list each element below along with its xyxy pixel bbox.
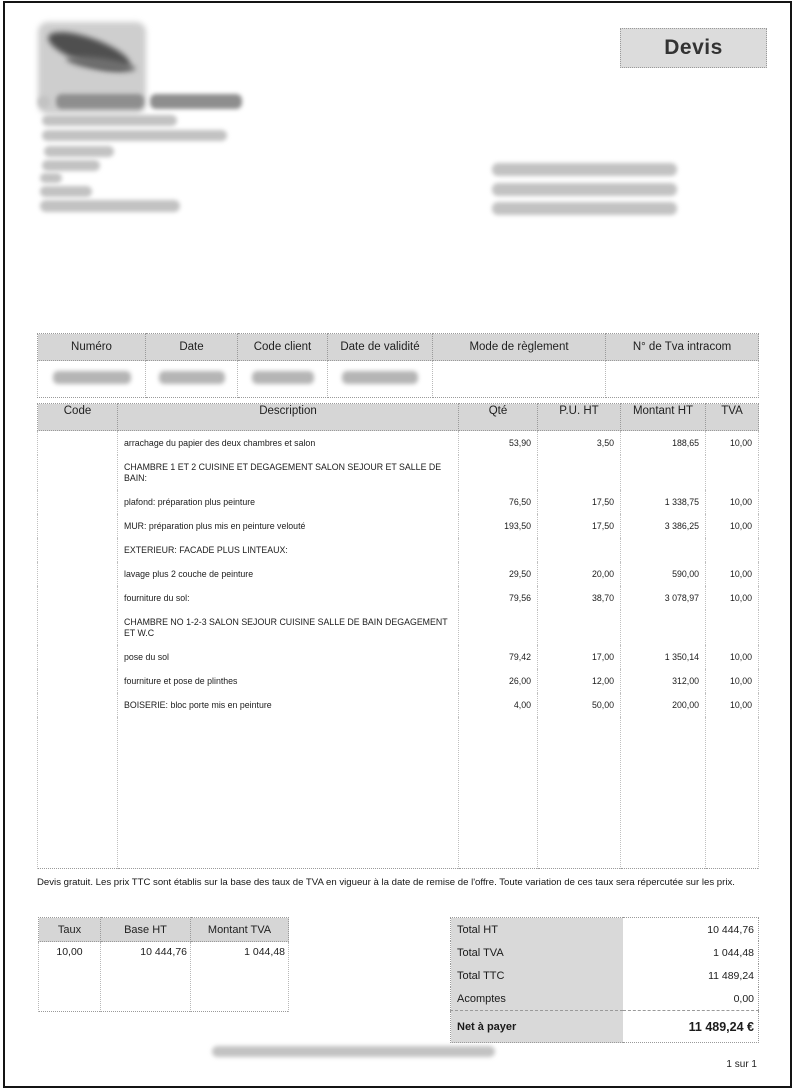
redacted-footer-legal-line bbox=[212, 1046, 495, 1057]
redacted-siret-line bbox=[40, 186, 92, 197]
item-pu: 17,50 bbox=[538, 490, 621, 514]
redacted-recipient-line-3 bbox=[492, 202, 677, 215]
redacted-address-line-3 bbox=[44, 146, 114, 157]
total-ttc-row bbox=[451, 964, 759, 987]
info-value-validite bbox=[328, 361, 433, 398]
total-ht-value: 10 444,76 bbox=[707, 923, 754, 936]
item-montant bbox=[621, 538, 706, 562]
item-pu: 3,50 bbox=[538, 431, 621, 456]
acomptes-label: Acomptes bbox=[451, 987, 623, 1011]
info-value-date bbox=[146, 361, 238, 398]
redacted-fax-line bbox=[40, 173, 62, 183]
item-pu: 20,00 bbox=[538, 562, 621, 586]
item-montant: 188,65 bbox=[621, 431, 706, 456]
item-tva bbox=[706, 538, 759, 562]
item-description: CHAMBRE 1 ET 2 CUISINE ET DEGAGEMENT SALON SEJOUR ET SALLE DE BAIN: bbox=[118, 455, 459, 490]
item-description: arrachage du papier des deux chambres et salon bbox=[118, 431, 459, 456]
item-description: fourniture du sol: bbox=[118, 586, 459, 610]
info-header-code-client: Code client bbox=[238, 334, 328, 361]
doc-type-label: Devis bbox=[664, 36, 723, 59]
items-header-description: Description bbox=[118, 404, 459, 431]
table-row bbox=[38, 431, 759, 456]
item-qty: 76,50 bbox=[459, 490, 538, 514]
empty-table-space bbox=[38, 717, 759, 869]
info-header-tva-intracom: N° de Tva intracom bbox=[606, 334, 759, 361]
redacted-recipient-line-2 bbox=[492, 183, 677, 196]
item-tva: 10,00 bbox=[706, 669, 759, 693]
redacted-address-line-1 bbox=[42, 115, 177, 126]
page-number: 1 sur 1 bbox=[726, 1059, 757, 1070]
net-a-payer-value: 11 489,24 € bbox=[623, 1011, 759, 1043]
redacted-address-line-2 bbox=[42, 130, 227, 141]
item-qty: 79,42 bbox=[459, 645, 538, 669]
item-montant: 200,00 bbox=[621, 693, 706, 717]
item-montant: 3 078,97 bbox=[621, 586, 706, 610]
quote-info-table bbox=[37, 333, 759, 398]
total-ttc-label: Total TTC bbox=[451, 964, 623, 987]
tax-taux-value: 10,00 bbox=[39, 942, 101, 1012]
item-description: plafond: préparation plus peinture bbox=[118, 490, 459, 514]
item-qty: 29,50 bbox=[459, 562, 538, 586]
acomptes-row bbox=[451, 987, 759, 1011]
line-items-table bbox=[37, 403, 759, 869]
item-qty: 4,00 bbox=[459, 693, 538, 717]
info-value-reglement bbox=[433, 361, 606, 398]
totals-table bbox=[450, 917, 759, 1043]
item-pu: 17,00 bbox=[538, 645, 621, 669]
item-description: CHAMBRE NO 1-2-3 SALON SEJOUR CUISINE SALLE DE BAIN DEGAGEMENT ET W.C bbox=[118, 610, 459, 645]
items-header-tva: TVA bbox=[706, 404, 759, 431]
redacted-company-name-2 bbox=[150, 94, 242, 109]
item-tva: 10,00 bbox=[706, 431, 759, 456]
item-qty bbox=[459, 538, 538, 562]
item-pu bbox=[538, 455, 621, 490]
tax-base-ht-value: 10 444,76 bbox=[101, 942, 191, 1012]
items-header-pu: P.U. HT bbox=[538, 404, 621, 431]
item-montant bbox=[621, 455, 706, 490]
info-value-tva-intracom bbox=[606, 361, 759, 398]
item-montant: 3 386,25 bbox=[621, 514, 706, 538]
info-header-date: Date bbox=[146, 334, 238, 361]
info-header-reglement: Mode de règlement bbox=[433, 334, 606, 361]
item-montant bbox=[621, 610, 706, 645]
info-header-numero: Numéro bbox=[38, 334, 146, 361]
item-pu: 50,00 bbox=[538, 693, 621, 717]
table-row bbox=[38, 610, 759, 645]
tax-row bbox=[39, 942, 289, 1012]
item-tva: 10,00 bbox=[706, 490, 759, 514]
acomptes-value: 0,00 bbox=[733, 992, 754, 1005]
redacted-email-line bbox=[40, 200, 180, 212]
info-header-validite: Date de validité bbox=[328, 334, 433, 361]
doc-type-badge bbox=[620, 28, 767, 68]
total-ht-row bbox=[451, 918, 759, 942]
total-tva-row bbox=[451, 941, 759, 964]
item-description: fourniture et pose de plinthes bbox=[118, 669, 459, 693]
tax-header-base-ht: Base HT bbox=[101, 918, 191, 942]
tax-montant-tva-value: 1 044,48 bbox=[191, 942, 289, 1012]
redacted-date-value bbox=[159, 371, 225, 384]
item-pu: 12,00 bbox=[538, 669, 621, 693]
total-ht-label: Total HT bbox=[451, 918, 623, 942]
redacted-code-client-value bbox=[252, 371, 314, 384]
item-qty: 26,00 bbox=[459, 669, 538, 693]
item-tva: 10,00 bbox=[706, 514, 759, 538]
table-row bbox=[38, 669, 759, 693]
item-tva bbox=[706, 455, 759, 490]
item-pu: 17,50 bbox=[538, 514, 621, 538]
table-row bbox=[38, 514, 759, 538]
item-description: pose du sol bbox=[118, 645, 459, 669]
item-description: BOISERIE: bloc porte mis en peinture bbox=[118, 693, 459, 717]
total-ttc-value: 11 489,24 bbox=[708, 969, 754, 982]
total-tva-value: 1 044,48 bbox=[713, 946, 754, 959]
item-qty bbox=[459, 610, 538, 645]
info-value-numero bbox=[38, 361, 146, 398]
redacted-numero-value bbox=[53, 371, 131, 384]
item-tva: 10,00 bbox=[706, 693, 759, 717]
item-description: MUR: préparation plus mis en peinture velouté bbox=[118, 514, 459, 538]
item-pu bbox=[538, 538, 621, 562]
table-row bbox=[38, 693, 759, 717]
item-qty: 79,56 bbox=[459, 586, 538, 610]
items-header-montant: Montant HT bbox=[621, 404, 706, 431]
tax-header-montant-tva: Montant TVA bbox=[191, 918, 289, 942]
table-row bbox=[38, 586, 759, 610]
item-pu: 38,70 bbox=[538, 586, 621, 610]
item-montant: 1 350,14 bbox=[621, 645, 706, 669]
redacted-validite-value bbox=[342, 371, 418, 384]
item-pu bbox=[538, 610, 621, 645]
redacted-phone-line bbox=[42, 160, 100, 171]
table-row bbox=[38, 490, 759, 514]
redacted-company-mark bbox=[38, 96, 50, 108]
item-qty bbox=[459, 455, 538, 490]
item-description: lavage plus 2 couche de peinture bbox=[118, 562, 459, 586]
redacted-company-name bbox=[56, 94, 144, 109]
net-a-payer-label: Net à payer bbox=[451, 1011, 623, 1043]
info-value-code-client bbox=[238, 361, 328, 398]
legal-note: Devis gratuit. Les prix TTC sont établis sur la base des taux de TVA en vigueur à la date de remise de l'offre. Toute variation de ces taux sera répercutée sur les prix. bbox=[37, 877, 735, 888]
item-qty: 53,90 bbox=[459, 431, 538, 456]
item-montant: 1 338,75 bbox=[621, 490, 706, 514]
item-montant: 590,00 bbox=[621, 562, 706, 586]
tax-header-taux: Taux bbox=[39, 918, 101, 942]
item-tva: 10,00 bbox=[706, 586, 759, 610]
table-row bbox=[38, 455, 759, 490]
item-qty: 193,50 bbox=[459, 514, 538, 538]
tax-breakdown-table bbox=[38, 917, 289, 1012]
table-row bbox=[38, 538, 759, 562]
item-tva: 10,00 bbox=[706, 645, 759, 669]
net-a-payer-row bbox=[451, 1011, 759, 1043]
table-row bbox=[38, 562, 759, 586]
items-header-code: Code bbox=[38, 404, 118, 431]
item-description: EXTERIEUR: FACADE PLUS LINTEAUX: bbox=[118, 538, 459, 562]
item-tva: 10,00 bbox=[706, 562, 759, 586]
total-tva-label: Total TVA bbox=[451, 941, 623, 964]
table-row bbox=[38, 645, 759, 669]
item-tva bbox=[706, 610, 759, 645]
items-header-qty: Qté bbox=[459, 404, 538, 431]
item-montant: 312,00 bbox=[621, 669, 706, 693]
redacted-recipient-line-1 bbox=[492, 163, 677, 176]
